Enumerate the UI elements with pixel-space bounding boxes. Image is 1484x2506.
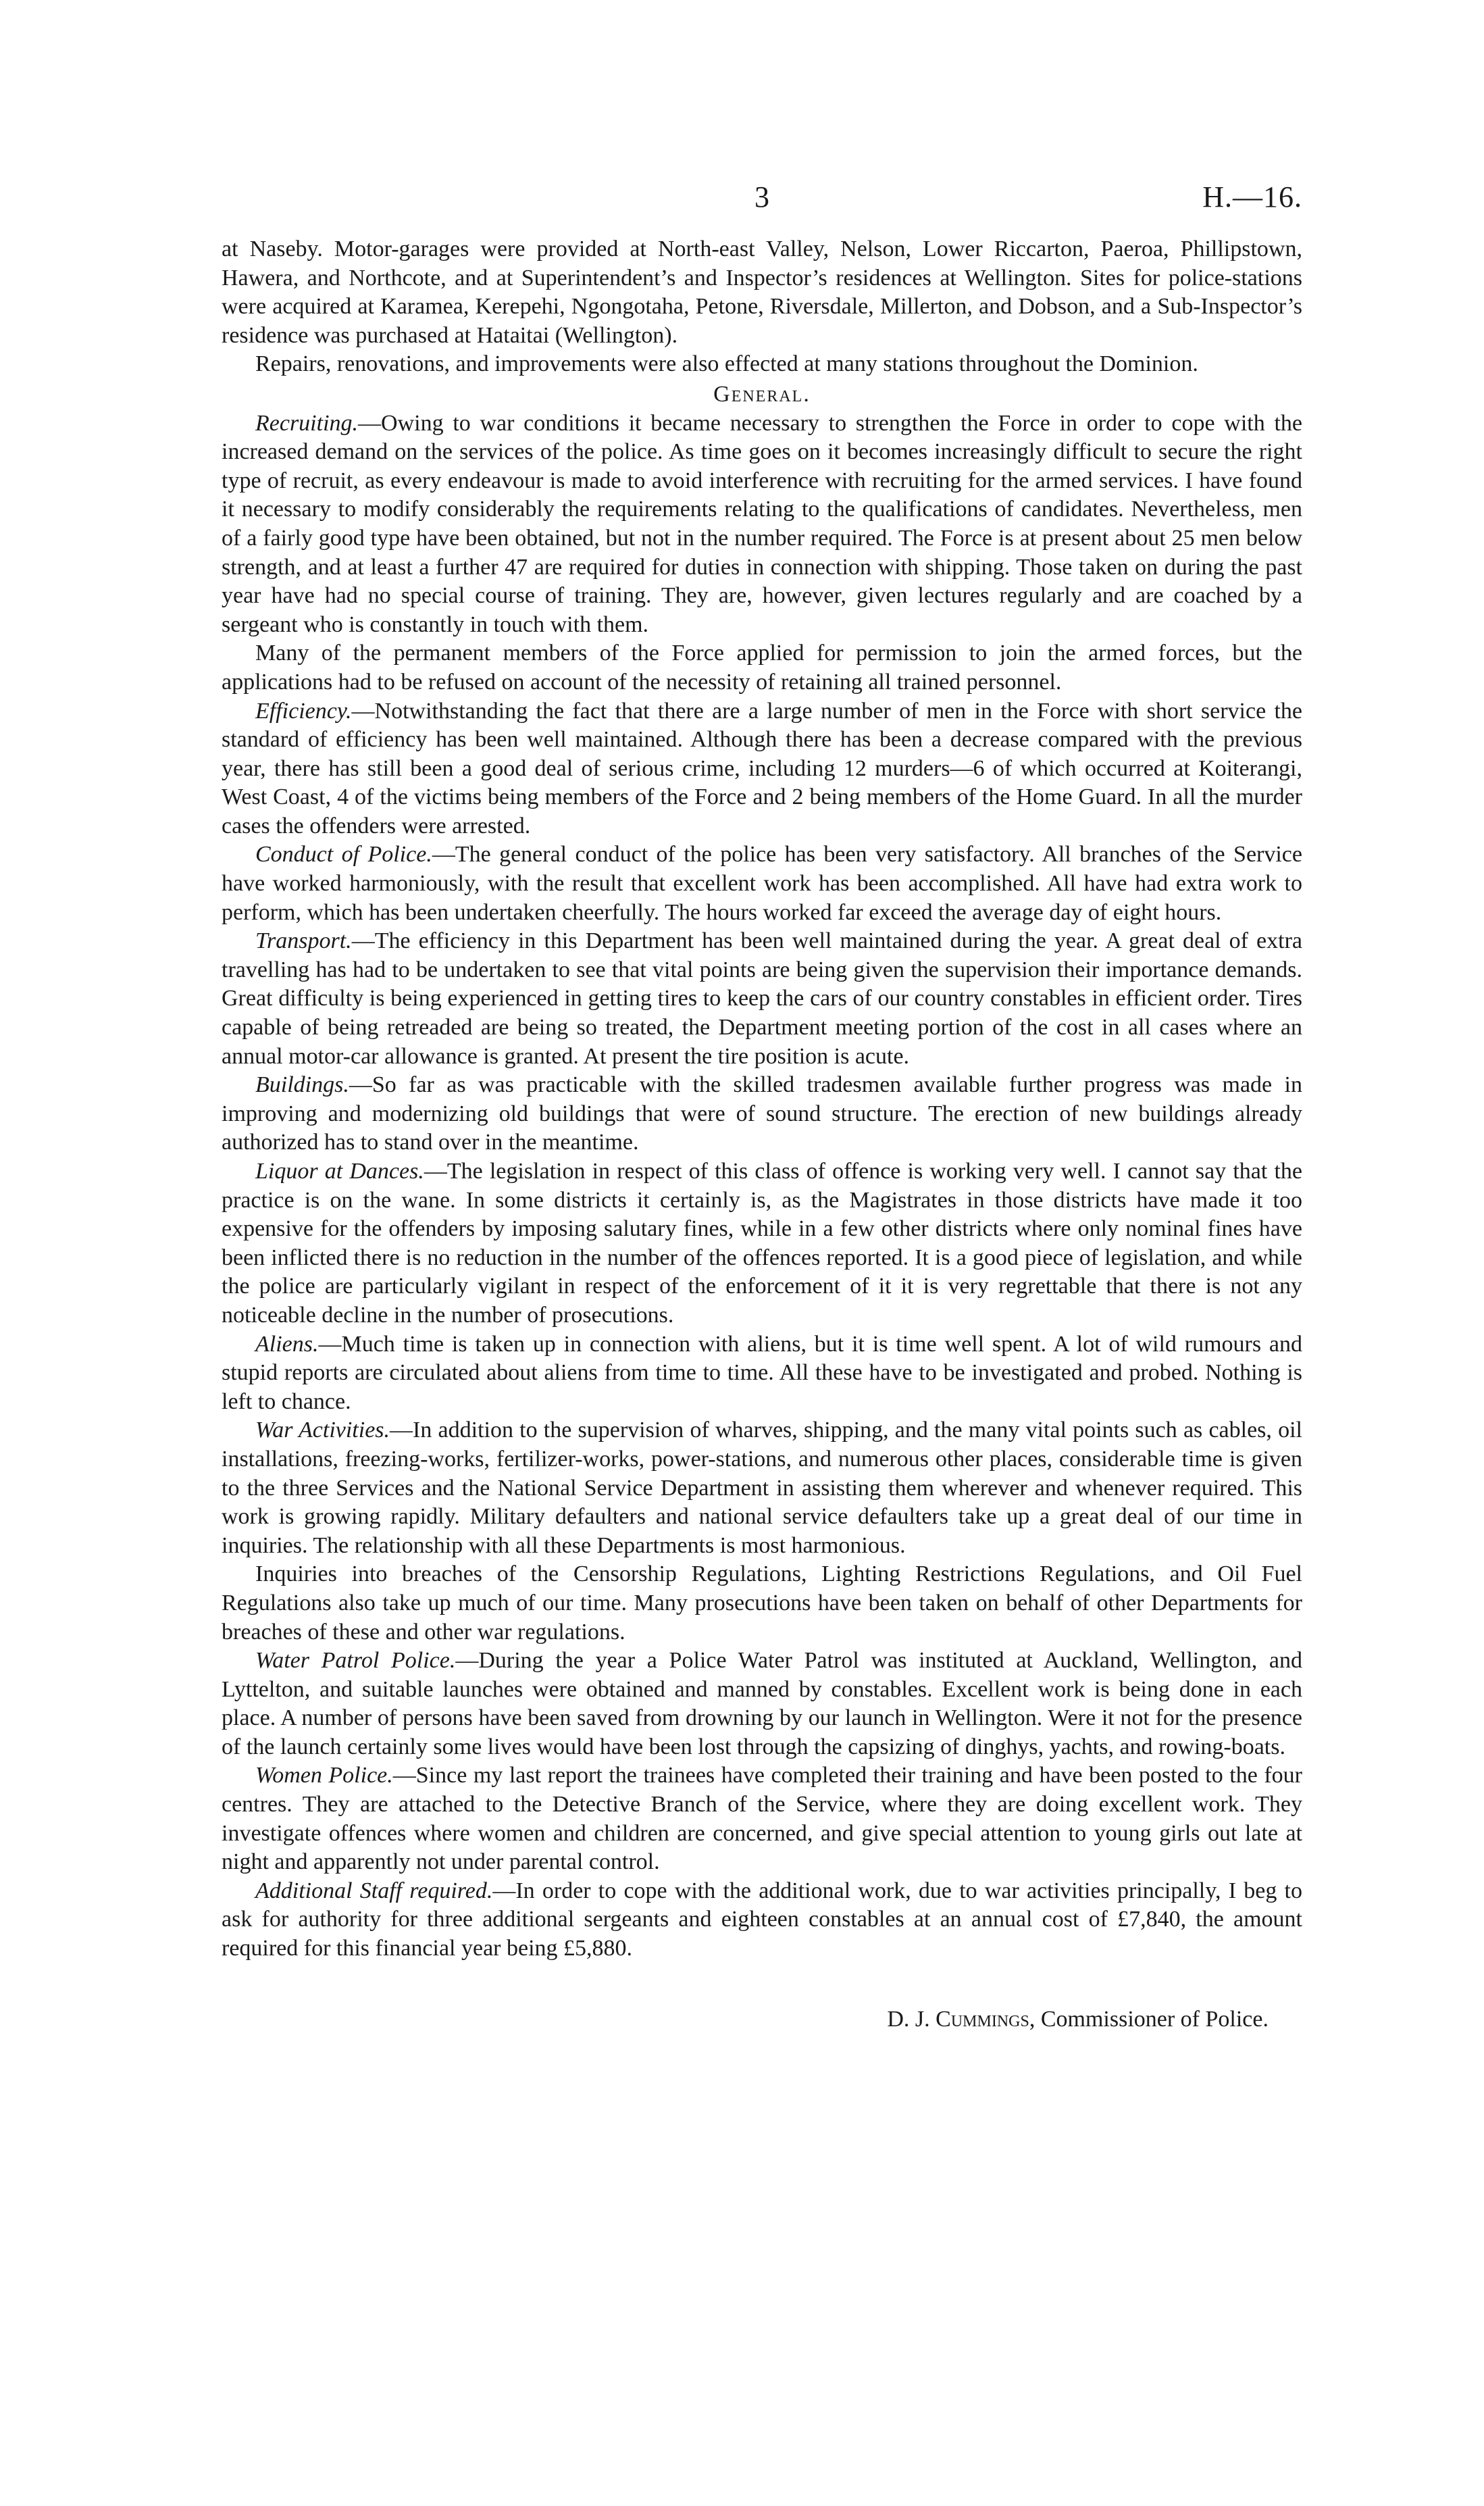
paragraph-inquiries: Inquiries into breaches of the Censorship Regulations, Lighting Restrictions Regulations, and Oil Fuel Regulations also take up much of our time. Many prosecutions have been taken on behalf of other Departments for breaches of these and other war regulations. xyxy=(222,1561,1302,1645)
paragraph-permanent-members: Many of the permanent members of the Force applied for permission to join the armed forces, but the applications had to be refused on account of the necessity of retaining all trained personnel. xyxy=(222,641,1302,695)
water-patrol-text: —During the year a Police Water Patrol was instituted at Auckland, Wellington, and Lyttelton, and suitable launches were obtained and manned by constables. Excellent work is being done in each place. A number of persons have been saved from drowning by our launch in Wellington. Were it not for the presence of the launch certainly some lives would have been lost through the capsizing of dinghys, yachts, and rowing-boats. xyxy=(222,1648,1302,1759)
opening-paragraph: at Naseby. Motor-garages were provided at North-east Valley, Nelson, Lower Riccarton, Paeroa, Phillipstown, Hawera, and Northcote, and at Superintendent’s and Inspector’s residences at Wellington. Sites for police-stations were acquired at Karamea, Kerepehi, Ngongotaha, Petone, Riversdale, Millerton, and Dobson, and a Sub-Inspector’s residence was purchased at Hataitai (Wellington). xyxy=(222,236,1302,348)
page-number: 3 xyxy=(754,180,769,214)
paragraph-women-police xyxy=(222,1761,1302,1876)
paragraph-additional-staff xyxy=(222,1877,1302,1963)
aliens-text: —Much time is taken up in connection with aliens, but it is time well spent. A lot of wild rumours and stupid reports are circulated about aliens from time to time. All these have to be investigated and probed. Nothing is left to chance. xyxy=(222,1331,1302,1414)
signatory-name: D. J. Cummings, xyxy=(887,2006,1035,2032)
paragraph-recruiting xyxy=(222,409,1302,640)
paragraph-transport xyxy=(222,927,1302,1071)
side-heading-water-patrol: Water Patrol Police. xyxy=(255,1648,456,1674)
side-heading-conduct: Conduct of Police. xyxy=(255,842,432,868)
side-heading-war-activities: War Activities. xyxy=(255,1418,390,1443)
side-heading-women-police: Women Police. xyxy=(255,1763,393,1788)
side-heading-aliens: Aliens. xyxy=(255,1331,319,1357)
side-heading-liquor: Liquor at Dances. xyxy=(255,1159,424,1184)
paragraph-aliens xyxy=(222,1330,1302,1417)
conduct-text: —The general conduct of the police has been very satisfactory. All branches of the Service have worked harmoniously, with the result that excellent work has been accomplished. All have had extra work to perform, which has been undertaken cheerfully. The hours worked far exceed the average day of eight hours. xyxy=(222,842,1302,925)
paragraph-conduct xyxy=(222,841,1302,927)
war-activities-text: —In addition to the supervision of wharves, shipping, and the many vital points such as cables, oil installations, freezing-works, fertilizer-works, power-stations, and numerous other places, considerable time is given to the three Services and the National Service Department in assisting them wherever and whenever required. This work is growing rapidly. Military defaulters and national service defaulters take up a great deal of our time in inquiries. The relationship with all these Departments is most harmonious. xyxy=(222,1418,1302,1558)
page-header xyxy=(222,177,1302,218)
recruiting-text: —Owing to war conditions it became necessary to strengthen the Force in order to cope with the increased demand on the services of the police. As time goes on it becomes increasingly difficult to secure the right type of recruit, as every endeavour is made to avoid interference with recruiting for the armed services. I have found it necessary to modify considerably the requirements relating to the qualifications of candidates. Nevertheless, men of a fairly good type have been obtained, but not in the number required. The Force is at present about 25 men below strength, and at least a further 47 are required for duties in connection with shipping. Those taken on during the past year have had no special course of training. They are, however, given lectures regularly and are coached by a sergeant who is constantly in touch with them. xyxy=(222,410,1302,637)
paragraph-water-patrol xyxy=(222,1647,1302,1761)
transport-text: —The efficiency in this Department has been well maintained during the year. A great deal of extra travelling has had to be undertaken to see that vital points are being given the supervision their importance demands. Great difficulty is being experienced in getting tires to keep the cars of our country constables in efficient order. Tires capable of being retreaded are being so treated, the Department meeting portion of the cost in all cases where an annual motor-car allowance is granted. At present the tire position is acute. xyxy=(222,928,1302,1069)
side-heading-transport: Transport. xyxy=(255,928,352,954)
section-heading-general: General. xyxy=(713,381,811,407)
liquor-text: —The legislation in respect of this class of offence is working very well. I cannot say that the practice is on the wane. In some districts it certainly is, as the Magistrates in those districts have made it too expensive for the offenders by imposing salutary fines, while in a few other districts where only nominal fines have been inflicted there is no reduction in the number of the offences reported. It is a good piece of legislation, and while the police are particularly vigilant in respect of the enforcement of it it is very regrettable that there is not any noticeable decline in the number of prosecutions. xyxy=(222,1159,1302,1328)
document-body xyxy=(222,235,1302,2034)
additional-staff-text: —In order to cope with the additional work, due to war activities principally, I beg to ask for authority for three additional sergeants and eighteen constables at an annual cost of £7,840, the amount required for this financial year being £5,880. xyxy=(222,1878,1302,1961)
women-police-text: —Since my last report the trainees have completed their training and have been posted to the four centres. They are attached to the Detective Branch of the Service, where they are doing excellent work. They investigate offences where women and children are concerned, and give special attention to young girls out late at night and apparently not under parental control. xyxy=(222,1763,1302,1875)
signature-block xyxy=(222,2005,1302,2034)
buildings-text: —So far as was practicable with the skilled tradesmen available further progress was made in improving and modernizing old buildings that were of sound structure. The erection of new buildings already authorized has to stand over in the meantime. xyxy=(222,1072,1302,1155)
side-heading-efficiency: Efficiency. xyxy=(255,698,352,724)
paragraph-war-activities xyxy=(222,1416,1302,1560)
side-heading-buildings: Buildings. xyxy=(255,1072,349,1098)
side-heading-additional-staff: Additional Staff required. xyxy=(255,1878,493,1903)
efficiency-text: —Notwithstanding the fact that there are a large number of men in the Force with short service the standard of efficiency has been well maintained. Although there has been a decrease compared with the previous year, there has still been a good deal of serious crime, including 12 murders—6 of which occurred at Koiterangi, West Coast, 4 of the victims being members of the Force and 2 being members of the Home Guard. In all the murder cases the offenders were arrested. xyxy=(222,698,1302,838)
paragraph-liquor xyxy=(222,1157,1302,1330)
document-reference: H.—16. xyxy=(1202,180,1302,214)
signatory-title: Commissioner of Police. xyxy=(1035,2006,1269,2032)
paragraph-efficiency xyxy=(222,697,1302,841)
side-heading-recruiting: Recruiting. xyxy=(255,410,359,436)
repairs-paragraph: Repairs, renovations, and improvements were also effected at many stations throughout the Dominion. xyxy=(255,351,1198,377)
paragraph-buildings xyxy=(222,1071,1302,1157)
